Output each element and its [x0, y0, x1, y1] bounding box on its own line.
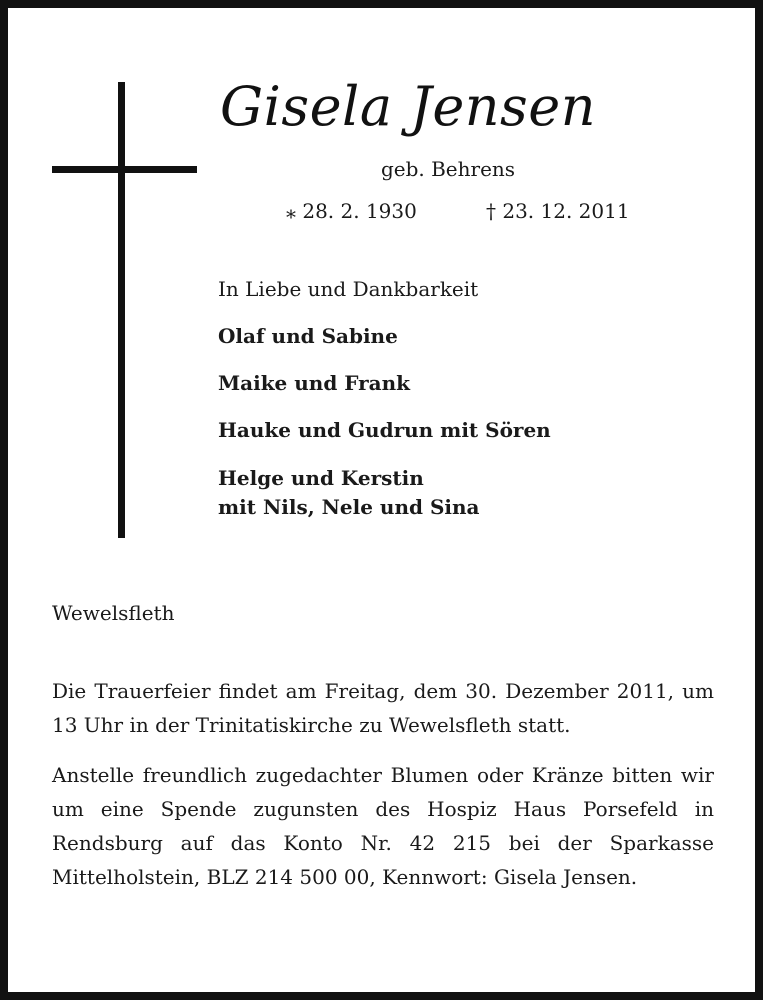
death-date: † 23. 12. 2011 [486, 199, 630, 223]
mourner-entry-line: mit Nils, Nele und Sina [218, 495, 480, 519]
place-name: Wewelsfleth [52, 601, 175, 625]
mourner-entry: Olaf und Sabine [218, 324, 398, 348]
maiden-name: geb. Behrens [380, 157, 516, 181]
donation-request: Anstelle freundlich zugedachter Blumen oder Kränze bitten wir um eine Spende zugunsten des Hospiz Haus Porsefeld in Rendsburg auf das Konto Nr. 42 215 bei der Sparkasse Mittelholstein, BLZ 214 500 00, Kennwort: Gisela Jensen. [52, 763, 714, 889]
mourner-entry [218, 464, 658, 522]
birth-date: ⁎ 28. 2. 1930 [286, 199, 417, 223]
cross-horizontal-bar [52, 166, 197, 173]
deceased-name: Gisela Jensen [219, 75, 597, 138]
mourners-block [218, 276, 658, 522]
dedication-line: In Liebe und Dankbarkeit [218, 277, 479, 301]
mourner-entry: Maike und Frank [218, 371, 411, 395]
mourner-entry: Hauke und Gudrun mit Sören [218, 418, 551, 442]
cross-vertical-bar [118, 82, 125, 538]
funeral-details: Die Trauerfeier findet am Freitag, dem 30. Dezember 2011, um 13 Uhr in der Trinitatiskirche zu Wewelsfleth statt. [52, 679, 714, 737]
mourner-entry-line: Helge und Kerstin [218, 466, 424, 490]
